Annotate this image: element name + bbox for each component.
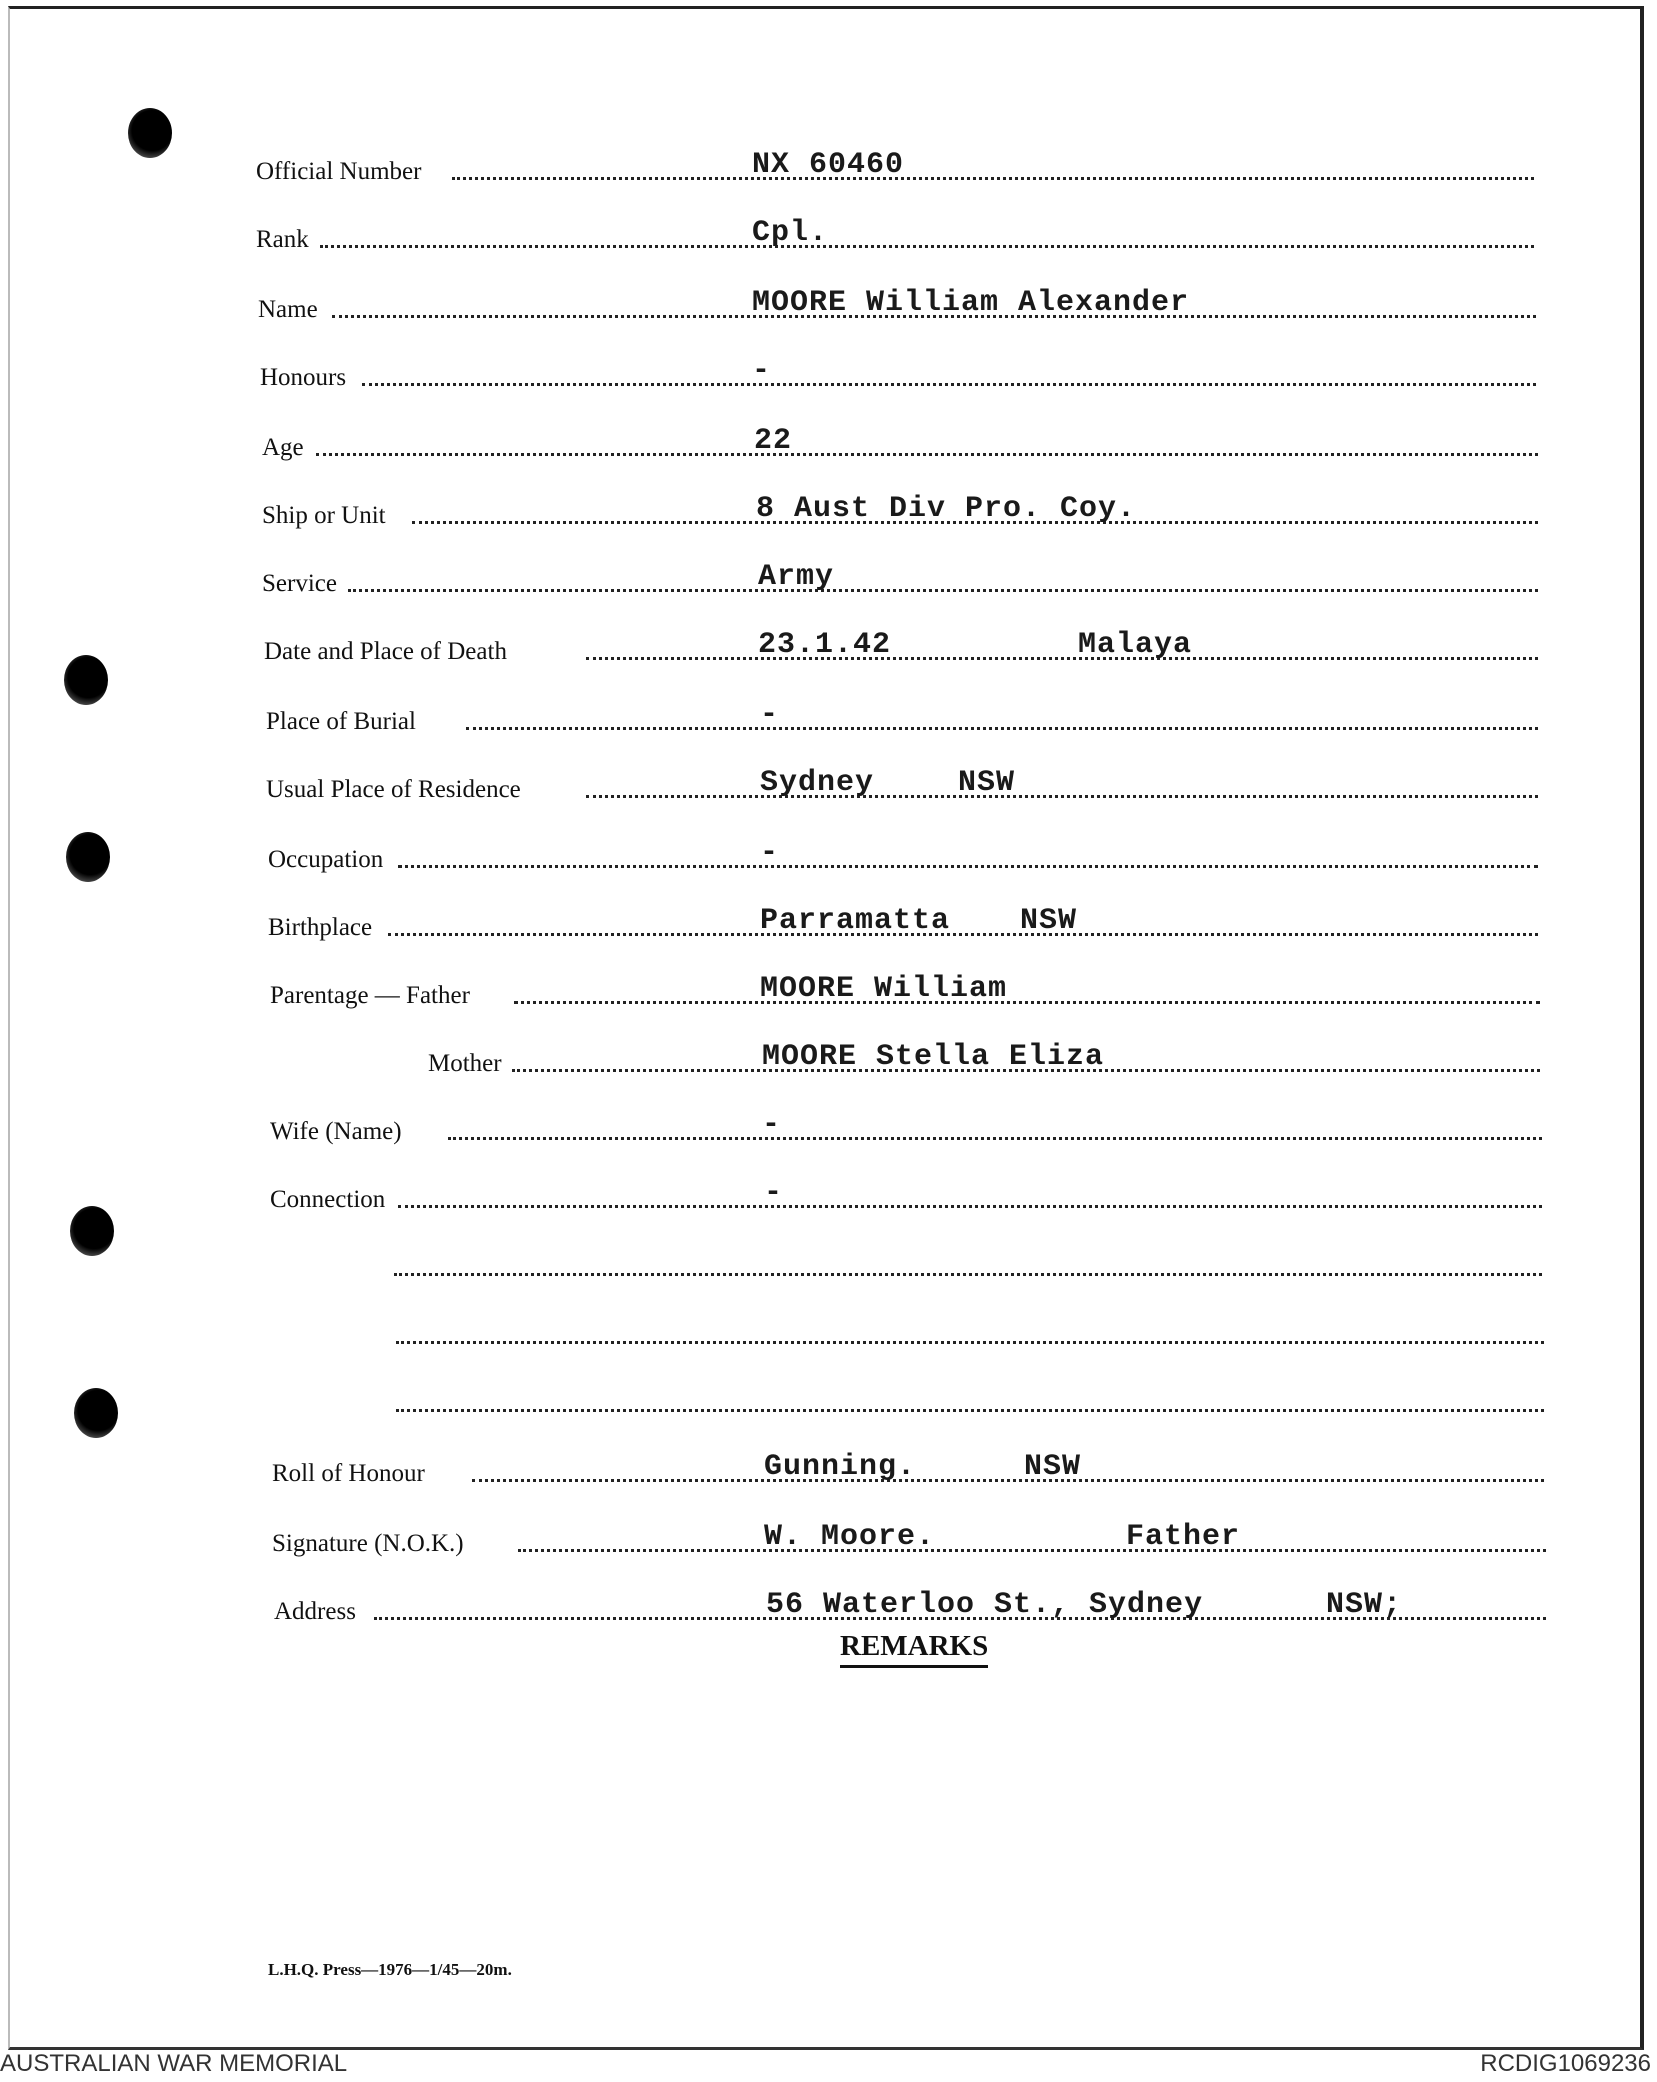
dotted-line [398, 865, 1538, 868]
dotted-line [398, 1205, 1542, 1208]
field-label: Honours [260, 364, 347, 391]
field-value: NX 60460 [752, 148, 905, 182]
field-label: Rank [256, 226, 309, 253]
field-label: Connection [270, 1186, 386, 1213]
field-father [0, 970, 1657, 1014]
dotted-line [466, 727, 1538, 730]
dotted-line [514, 1001, 1540, 1004]
field-value-secondary: NSW [1024, 1450, 1082, 1484]
field-value-secondary: NSW; [1326, 1588, 1403, 1622]
field-value: - [760, 836, 780, 870]
field-roll-of-honour [0, 1448, 1657, 1492]
dotted-line [320, 245, 1534, 248]
field-label: Signature (N.O.K.) [272, 1530, 464, 1557]
field-label: Birthplace [268, 914, 373, 941]
dotted-line [388, 933, 1538, 936]
dotted-line [518, 1549, 1546, 1552]
field-value: - [752, 354, 772, 388]
field-label: Name [258, 296, 318, 323]
field-service [0, 558, 1657, 602]
field-wife [0, 1106, 1657, 1150]
field-label: Service [262, 570, 337, 597]
field-label: Wife (Name) [270, 1118, 402, 1145]
field-connection [0, 1174, 1657, 1218]
field-signature [0, 1518, 1657, 1562]
dotted-line [348, 589, 1538, 592]
field-value: - [762, 1108, 782, 1142]
field-label: Mother [428, 1050, 502, 1077]
dotted-line [394, 1273, 1542, 1276]
field-place-of-burial [0, 696, 1657, 740]
blank-line [0, 1310, 1657, 1354]
field-occupation [0, 834, 1657, 878]
field-label: Usual Place of Residence [266, 776, 521, 803]
press-mark: L.H.Q. Press—1976—1/45—20m. [268, 1960, 512, 1979]
dotted-line [448, 1137, 1542, 1140]
field-value: 56 Waterloo St., Sydney [766, 1588, 1204, 1622]
field-date-place-of-death [0, 626, 1657, 670]
field-value-secondary: NSW [958, 766, 1016, 800]
field-usual-residence [0, 764, 1657, 808]
field-label: Occupation [268, 846, 384, 873]
field-value: MOORE William [760, 972, 1008, 1006]
field-name [0, 284, 1657, 328]
field-label: Address [274, 1598, 356, 1625]
field-value: MOORE William Alexander [752, 286, 1190, 320]
field-value-secondary: Malaya [1078, 628, 1193, 662]
dotted-line [316, 453, 1538, 456]
dotted-line [452, 177, 1534, 180]
field-value: 8 Aust Div Pro. Coy. [756, 492, 1137, 526]
field-value: 23.1.42 [758, 628, 892, 662]
field-official-number [0, 146, 1657, 190]
remarks-heading: REMARKS [840, 1630, 988, 1668]
dotted-line [586, 795, 1538, 798]
field-value: 22 [754, 424, 793, 458]
field-ship-or-unit [0, 490, 1657, 534]
field-value: Sydney [760, 766, 875, 800]
field-label: Ship or Unit [262, 502, 386, 529]
dotted-line [396, 1341, 1544, 1344]
field-mother [0, 1038, 1657, 1082]
field-label: Date and Place of Death [264, 638, 507, 665]
field-label: Parentage — Father [270, 982, 470, 1009]
field-label: Roll of Honour [272, 1460, 425, 1487]
field-honours [0, 352, 1657, 396]
field-value: - [760, 698, 780, 732]
field-address [0, 1586, 1657, 1630]
field-value: Parramatta [760, 904, 951, 938]
field-label: Place of Burial [266, 708, 416, 735]
field-label: Age [262, 434, 304, 461]
field-value: - [764, 1176, 784, 1210]
dotted-line [396, 1409, 1544, 1412]
field-age [0, 422, 1657, 466]
dotted-line [362, 383, 1536, 386]
blank-line [0, 1378, 1657, 1422]
field-rank [0, 214, 1657, 258]
dotted-line [586, 657, 1538, 660]
field-value: MOORE Stella Eliza [762, 1040, 1105, 1074]
field-value: Gunning. [764, 1450, 917, 1484]
footer-id: RCDIG1069236 [1480, 2050, 1651, 2077]
dotted-line [472, 1479, 1544, 1482]
blank-line [0, 1242, 1657, 1286]
field-value: Army [758, 560, 835, 594]
field-value-secondary: NSW [1020, 904, 1078, 938]
field-value: Cpl. [752, 216, 829, 250]
footer-credit: AUSTRALIAN WAR MEMORIAL [0, 2050, 348, 2077]
field-label: Official Number [256, 158, 422, 185]
field-value: W. Moore. [764, 1520, 936, 1554]
field-value-secondary: Father [1126, 1520, 1241, 1554]
field-birthplace [0, 902, 1657, 946]
